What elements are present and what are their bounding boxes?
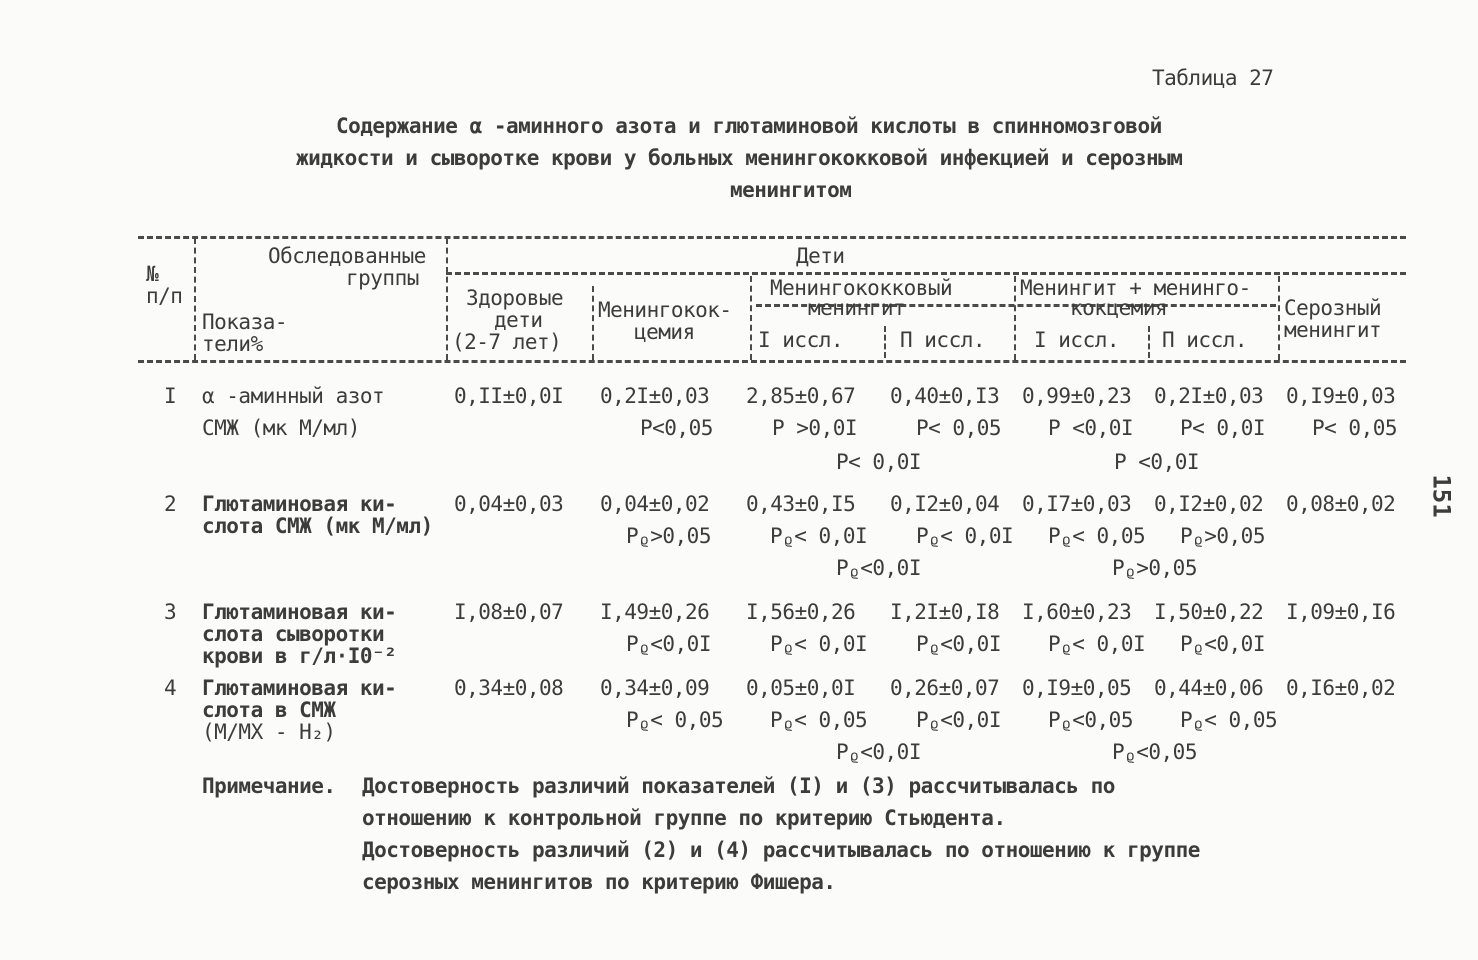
children-subheader-rule xyxy=(446,272,1406,275)
col-separator xyxy=(884,326,886,358)
header-groups-2: группы xyxy=(346,266,419,290)
row-2-p2: Pᵨ>0,05 xyxy=(1112,556,1197,580)
header-mm-1: Менингит + менинго- xyxy=(1020,276,1251,300)
row-2-value: 0,I2±0,02 xyxy=(1154,492,1264,516)
row-3-label-2: слота сыворотки xyxy=(202,622,385,646)
note-line-2: отношению к контрольной группе по критерию Стьюдента. xyxy=(362,806,1006,830)
col-separator xyxy=(1014,276,1016,360)
header-mm-2: кокцемия xyxy=(1070,296,1168,320)
header-healthy-2: дети xyxy=(494,308,543,332)
row-2-p: Pᵨ>0,05 xyxy=(1180,524,1265,548)
row-4-value: 0,26±0,07 xyxy=(890,676,1000,700)
row-1-p2: P <0,0I xyxy=(1114,450,1200,474)
row-1-p: P >0,0I xyxy=(772,416,858,440)
row-4-value: 0,44±0,06 xyxy=(1154,676,1264,700)
row-3-label-3: крови в г/л·I0⁻² xyxy=(202,644,397,668)
header-mc-meningitis-1: Менингококковый xyxy=(770,276,953,300)
row-1-num: I xyxy=(164,384,177,408)
header-exam-3: I иссл. xyxy=(1034,328,1120,352)
header-exam-4: П иссл. xyxy=(1162,328,1248,352)
row-4-label-1: Глютаминовая ки- xyxy=(202,676,397,700)
row-3-p: Pᵨ<0,0I xyxy=(1180,632,1265,656)
row-4-label-2: слота в СМЖ xyxy=(202,698,336,722)
col-separator xyxy=(592,286,594,360)
row-3-value: I,50±0,22 xyxy=(1154,600,1264,624)
row-1-p2: P< 0,0I xyxy=(836,450,922,474)
row-1-value: 0,40±0,I3 xyxy=(890,384,1000,408)
row-3-value: I,08±0,07 xyxy=(454,600,564,624)
row-1-label-1: α -аминный азот xyxy=(202,384,385,408)
row-2-p: Pᵨ< 0,05 xyxy=(1048,524,1146,548)
header-bottom-rule xyxy=(138,360,1406,363)
row-4-value: 0,05±0,0I xyxy=(746,676,856,700)
row-3-value: I,09±0,I6 xyxy=(1286,600,1396,624)
note-label: Примечание. xyxy=(202,774,336,798)
row-3-num: 3 xyxy=(164,600,177,624)
row-1-p: P <0,0I xyxy=(1048,416,1134,440)
row-4-p2: Pᵨ<0,0I xyxy=(836,740,921,764)
row-1-p: P< 0,0I xyxy=(1180,416,1266,440)
row-3-label-1: Глютаминовая ки- xyxy=(202,600,397,624)
row-2-value: 0,I2±0,04 xyxy=(890,492,1000,516)
row-3-p: Pᵨ< 0,0I xyxy=(1048,632,1146,656)
col-separator xyxy=(194,238,196,360)
row-1-value: 0,99±0,23 xyxy=(1022,384,1132,408)
row-1-p: P< 0,05 xyxy=(916,416,1002,440)
row-3-value: I,2I±0,I8 xyxy=(890,600,1000,624)
header-exam-2: П иссл. xyxy=(900,328,986,352)
header-meningococcemia-1: Менингокок- xyxy=(598,298,732,322)
header-exam-1: I иссл. xyxy=(758,328,844,352)
col-separator xyxy=(1148,326,1150,358)
header-meningococcemia-2: цемия xyxy=(634,320,695,344)
row-2-value: 0,I7±0,03 xyxy=(1022,492,1132,516)
row-4-value: 0,I6±0,02 xyxy=(1286,676,1396,700)
title-line-2: жидкости и сыворотке крови у больных менингококковой инфекцией и серозным xyxy=(296,146,1183,170)
row-4-p: Pᵨ< 0,05 xyxy=(770,708,868,732)
row-2-num: 2 xyxy=(164,492,177,516)
header-groups-1: Обследованные xyxy=(268,244,426,268)
row-4-label-3: (М/МХ - Н₂) xyxy=(202,720,336,744)
row-1-value: 0,I9±0,03 xyxy=(1286,384,1396,408)
row-2-value: 0,04±0,02 xyxy=(600,492,710,516)
row-3-value: I,60±0,23 xyxy=(1022,600,1132,624)
row-2-p: Pᵨ< 0,0I xyxy=(916,524,1014,548)
header-serous-1: Серозный xyxy=(1284,296,1382,320)
row-1-value: 2,85±0,67 xyxy=(746,384,856,408)
header-num-2: п/п xyxy=(146,284,183,308)
row-2-value: 0,08±0,02 xyxy=(1286,492,1396,516)
row-1-value: 0,2I±0,03 xyxy=(1154,384,1264,408)
title-line-3: менингитом xyxy=(730,178,852,202)
row-4-p: Pᵨ< 0,05 xyxy=(1180,708,1278,732)
row-4-p: Pᵨ<0,0I xyxy=(916,708,1001,732)
table-label: Таблица 27 xyxy=(1152,66,1274,90)
row-1-value: 0,II±0,0I xyxy=(454,384,564,408)
row-3-value: I,49±0,26 xyxy=(600,600,710,624)
note-line-3: Достоверность различий (2) и (4) рассчитывалась по отношению к группе xyxy=(362,838,1200,862)
row-4-p: Pᵨ<0,05 xyxy=(1048,708,1133,732)
row-2-value: 0,43±0,I5 xyxy=(746,492,856,516)
row-2-p: Pᵨ>0,05 xyxy=(626,524,711,548)
row-1-p: P<0,05 xyxy=(640,416,713,440)
header-children: Дети xyxy=(796,244,845,268)
row-4-value: 0,34±0,09 xyxy=(600,676,710,700)
col-separator xyxy=(446,238,448,360)
row-4-p2: Pᵨ<0,05 xyxy=(1112,740,1197,764)
row-1-value: 0,2I±0,03 xyxy=(600,384,710,408)
row-2-p2: Pᵨ<0,0I xyxy=(836,556,921,580)
row-3-p: Pᵨ< 0,0I xyxy=(770,632,868,656)
row-4-p: Pᵨ< 0,05 xyxy=(626,708,724,732)
header-healthy-1: Здоровые xyxy=(466,286,564,310)
row-1-p: P< 0,05 xyxy=(1312,416,1398,440)
col-separator xyxy=(750,276,752,360)
row-2-label-2: слота СМЖ (мк М/мл) xyxy=(202,514,433,538)
row-2-label-1: Глютаминовая ки- xyxy=(202,492,397,516)
header-indicators-2: тели% xyxy=(202,332,263,356)
col-separator xyxy=(1278,276,1280,360)
table-top-rule xyxy=(138,236,1406,239)
header-healthy-3: (2-7 лет) xyxy=(452,330,562,354)
row-4-value: 0,34±0,08 xyxy=(454,676,564,700)
row-3-p: Pᵨ<0,0I xyxy=(626,632,711,656)
page-number: 151 xyxy=(1427,474,1456,518)
header-mc-meningitis-2: менингит xyxy=(808,296,906,320)
header-serous-2: менингит xyxy=(1284,318,1382,342)
note-line-1: Достоверность различий показателей (I) и (3) рассчитывалась по xyxy=(362,774,1115,798)
row-2-p: Pᵨ< 0,0I xyxy=(770,524,868,548)
row-4-value: 0,I9±0,05 xyxy=(1022,676,1132,700)
row-1-label-2: СМЖ (мк М/мл) xyxy=(202,416,360,440)
header-num: № xyxy=(146,262,159,286)
row-4-num: 4 xyxy=(164,676,177,700)
row-3-p: Pᵨ<0,0I xyxy=(916,632,1001,656)
row-2-value: 0,04±0,03 xyxy=(454,492,564,516)
header-indicators-1: Показа- xyxy=(202,310,288,334)
note-line-4: серозных менингитов по критерию Фишера. xyxy=(362,870,836,894)
row-3-value: I,56±0,26 xyxy=(746,600,856,624)
title-line-1: Содержание α -аминного азота и глютаминовой кислоты в спинномозговой xyxy=(336,114,1162,138)
